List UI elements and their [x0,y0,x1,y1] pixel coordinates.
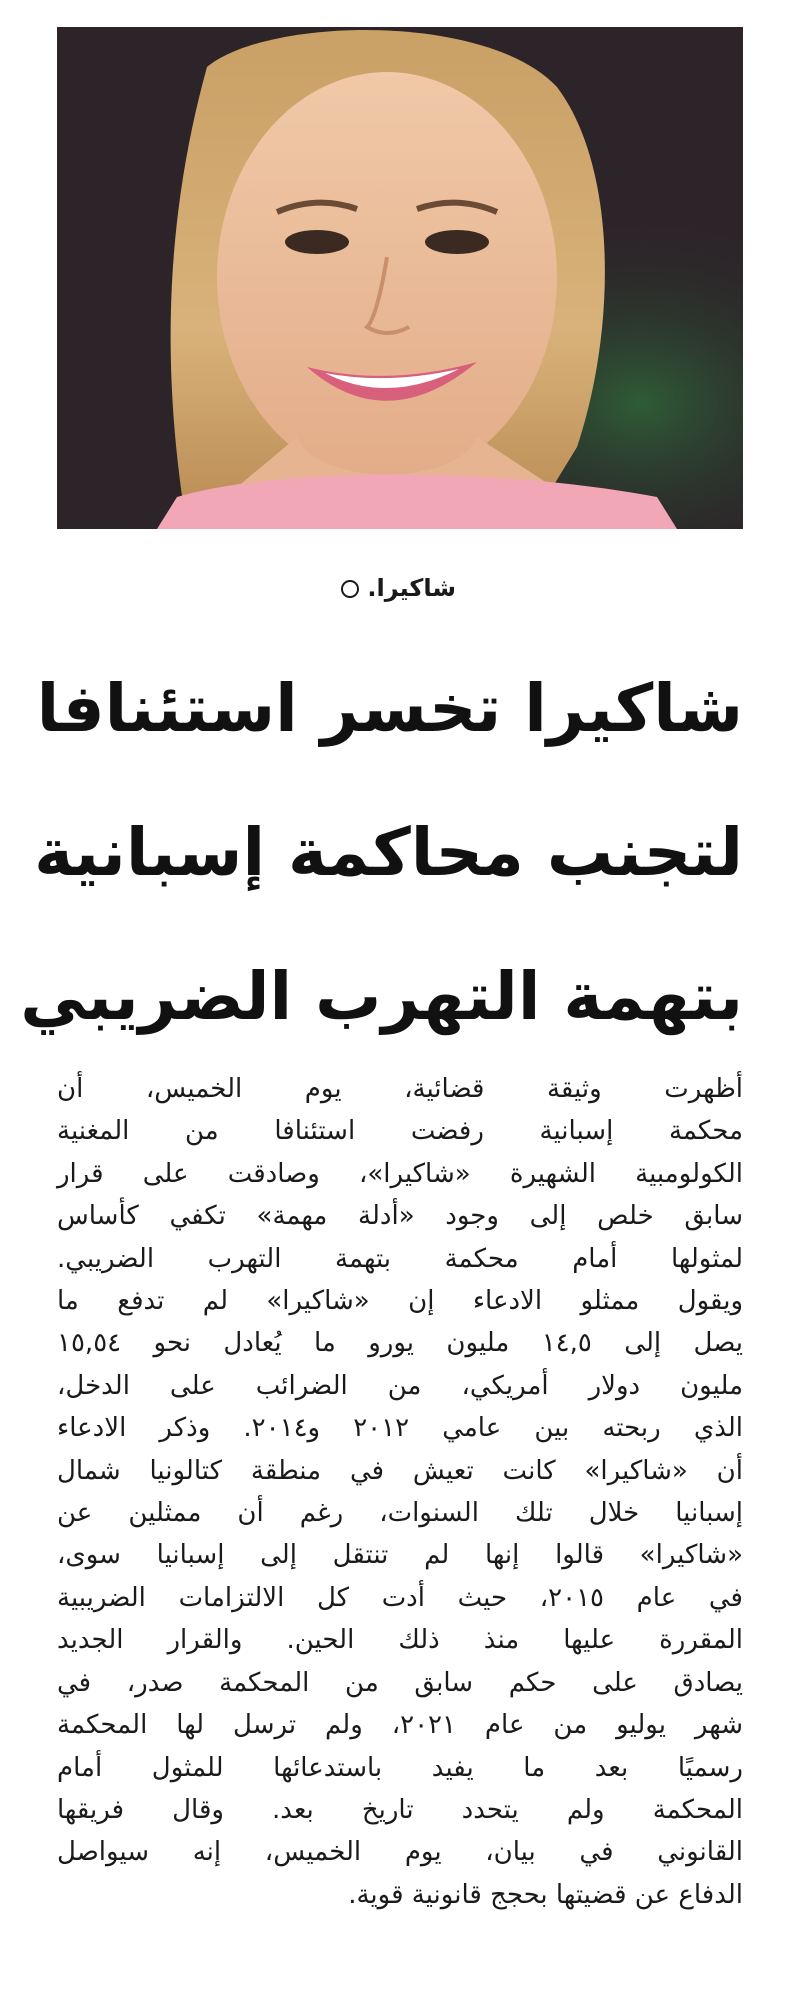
body-line: محكمة إسبانية رفضت استئنافا من المغنية [57,1116,743,1147]
body-line: في عام ٢٠١٥، حيث أدت كل الالتزامات الضريبية [57,1582,743,1613]
body-line: يصل إلى ١٤,٥ مليون يورو ما يُعادل نحو ١٥,٥٤ [57,1328,743,1359]
article-body [57,1068,743,1916]
headline-line: لتجنب محاكمة إسبانية [34,814,743,891]
body-line: الدفاع عن قضيتها بحجج قانونية قوية. [348,1879,743,1910]
headline-line: شاكيرا تخسر استئنافا [36,670,743,747]
photo-caption [0,574,789,602]
body-line: القانوني في بيان، يوم الخميس، إنه سيواصل [57,1837,743,1868]
article-headline [20,637,743,1069]
body-line: لمثولها أمام محكمة بتهمة التهرب الضريبي. [57,1243,743,1274]
body-line: المحكمة ولم يتحدد تاريخ بعد. وقال فريقها [57,1794,743,1825]
body-line: أن «شاكيرا» كانت تعيش في منطقة كتالونيا شمال [57,1455,743,1486]
body-line: «شاكيرا» قالوا إنها لم تنتقل إلى إسبانيا سوى، [57,1540,743,1571]
body-line: ويقول ممثلو الادعاء إن «شاكيرا» لم تدفع ما [57,1286,743,1317]
body-line: أظهرت وثيقة قضائية، يوم الخميس، أن [57,1074,743,1104]
article-photo [57,27,743,529]
circle-bullet-icon [341,580,359,598]
body-line: شهر يوليو من عام ٢٠٢١، ولم ترسل لها المحكمة [57,1710,743,1741]
body-line: سابق خلص إلى وجود «أدلة مهمة» تكفي كأساس [57,1201,743,1232]
body-line: مليون دولار أمريكي، من الضرائب على الدخل، [57,1370,743,1401]
body-line: رسميًا بعد ما يفيد باستدعائها للمثول أمام [57,1752,743,1783]
body-line: يصادق على حكم سابق من المحكمة صدر، في [57,1667,743,1698]
portrait-image [57,27,743,529]
body-line: الذي ربحته بين عامي ٢٠١٢ و٢٠١٤. وذكر الادعاء [57,1413,743,1444]
body-line: إسبانيا خلال تلك السنوات، رغم أن ممثلين عن [57,1498,743,1529]
caption-text: شاكيرا. [367,574,456,602]
body-line: الكولومبية الشهيرة «شاكيرا»، وصادقت على قرار [57,1158,743,1189]
body-line: المقررة عليها منذ ذلك الحين. والقرار الجديد [57,1625,743,1656]
headline-line: بتهمة التهرب الضريبي [20,958,743,1035]
